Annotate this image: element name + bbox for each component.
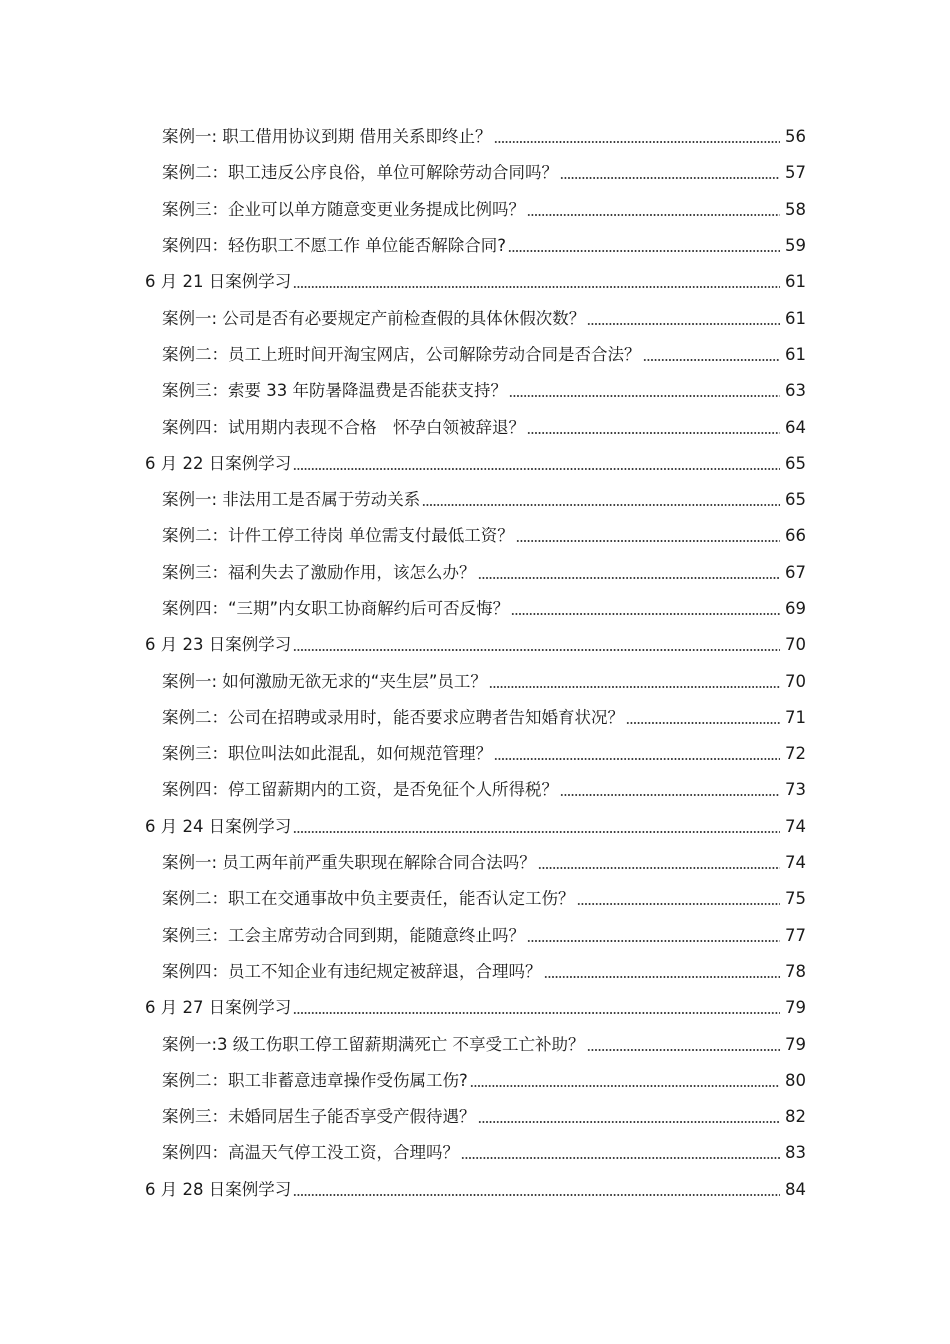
toc-dot-leader [508, 236, 780, 256]
toc-page-number: 78 [785, 961, 806, 981]
toc-case-entry[interactable] [0, 881, 950, 917]
toc-dot-leader [577, 889, 781, 909]
toc-page-number: 70 [785, 671, 806, 691]
toc-page-number: 67 [785, 562, 806, 582]
toc-dot-leader [293, 635, 780, 655]
toc-entry-title: 案例三：索要 33 年防暑降温费是否能获支持？ [162, 381, 507, 401]
toc-dot-leader [560, 780, 780, 800]
toc-entry-title: 6 月 27 日案例学习 [145, 998, 292, 1018]
toc-entry-title: 案例四：高温天气停工没工资，合理吗？ [162, 1143, 459, 1163]
toc-page-number: 61 [785, 272, 806, 292]
toc-dot-leader [422, 490, 780, 510]
toc-dot-leader [470, 1071, 780, 1091]
toc-case-entry[interactable] [0, 373, 950, 409]
toc-page-number: 57 [785, 163, 806, 183]
toc-entry-title: 案例二：公司在招聘或录用时，能否要求应聘者告知婚育状况？ [162, 707, 624, 727]
toc-page-number: 58 [785, 199, 806, 219]
toc-page-number: 59 [785, 236, 806, 256]
toc-page-number: 70 [785, 635, 806, 655]
toc-page-number: 72 [785, 744, 806, 764]
toc-case-entry[interactable] [0, 736, 950, 772]
toc-entry-title: 6 月 28 日案例学习 [145, 1179, 292, 1199]
toc-case-entry[interactable] [0, 119, 950, 155]
toc-dot-leader [511, 599, 780, 619]
toc-entry-title: 案例二：职工在交通事故中负主要责任，能否认定工伤？ [162, 889, 575, 909]
toc-dot-leader [489, 672, 780, 692]
toc-entry-title: 案例二：职工违反公序良俗，单位可解除劳动合同吗？ [162, 163, 558, 183]
toc-page-number: 79 [785, 998, 806, 1018]
toc-dot-leader [293, 817, 780, 837]
toc-dot-leader [293, 272, 780, 292]
toc-dot-leader [527, 200, 780, 220]
toc-case-entry[interactable] [0, 700, 950, 736]
toc-entry-title: 6 月 21 日案例学习 [145, 272, 292, 292]
toc-entry-title: 案例一: 非法用工是否属于劳动关系 [162, 490, 421, 510]
toc-case-entry[interactable] [0, 337, 950, 373]
toc-dot-leader [643, 345, 781, 365]
toc-dot-leader [478, 563, 781, 583]
toc-section-entry[interactable] [0, 627, 950, 663]
toc-page-number: 83 [785, 1143, 806, 1163]
toc-case-entry[interactable] [0, 1063, 950, 1099]
toc-dot-leader [293, 998, 780, 1018]
toc-case-entry[interactable] [0, 155, 950, 191]
toc-section-entry[interactable] [0, 1172, 950, 1208]
toc-dot-leader [626, 708, 780, 728]
toc-case-entry[interactable] [0, 1026, 950, 1062]
toc-entry-title: 案例三：企业可以单方随意变更业务提成比例吗？ [162, 199, 525, 219]
toc-case-entry[interactable] [0, 845, 950, 881]
toc-page-number: 56 [785, 127, 806, 147]
toc-entry-title: 案例一: 如何激励无欲无求的“夹生层”员工？ [162, 671, 487, 691]
toc-dot-leader [494, 127, 780, 147]
toc-case-entry[interactable] [0, 954, 950, 990]
toc-dot-leader [527, 926, 780, 946]
toc-page-number: 79 [785, 1034, 806, 1054]
toc-entry-title: 6 月 22 日案例学习 [145, 453, 292, 473]
toc-entry-title: 案例三：职位叫法如此混乱，如何规范管理？ [162, 744, 492, 764]
toc-dot-leader [461, 1143, 780, 1163]
toc-entry-title: 案例一:3 级工伤职工停工留薪期满死亡 不享受工亡补助？ [162, 1034, 585, 1054]
toc-case-entry[interactable] [0, 772, 950, 808]
toc-entry-title: 案例二：员工上班时间开淘宝网店，公司解除劳动合同是否合法？ [162, 344, 641, 364]
toc-page-number: 66 [785, 526, 806, 546]
toc-page-number: 69 [785, 599, 806, 618]
toc-page-number: 65 [785, 453, 806, 473]
toc-page-number: 75 [785, 889, 806, 909]
toc-case-entry[interactable] [0, 228, 950, 264]
toc-case-entry[interactable] [0, 663, 950, 699]
toc-case-entry[interactable] [0, 1135, 950, 1171]
toc-case-entry[interactable] [0, 482, 950, 518]
toc-page-number: 64 [785, 417, 806, 437]
toc-entry-title: 6 月 24 日案例学习 [145, 816, 292, 836]
toc-dot-leader [509, 381, 780, 401]
toc-page-number: 63 [785, 381, 806, 401]
toc-page-number: 61 [785, 344, 806, 364]
toc-entry-title: 案例四：轻伤职工不愿工作 单位能否解除合同? [162, 236, 507, 256]
toc-page-number: 77 [785, 925, 806, 945]
toc-dot-leader [587, 1035, 780, 1055]
toc-page-number: 74 [785, 816, 806, 836]
toc-dot-leader [293, 454, 780, 474]
toc-section-entry[interactable] [0, 809, 950, 845]
toc-page-number: 84 [785, 1179, 806, 1199]
toc-dot-leader [516, 526, 780, 546]
toc-dot-leader [538, 853, 780, 873]
toc-case-entry[interactable] [0, 918, 950, 954]
toc-page-number: 71 [785, 707, 806, 727]
toc-entry-title: 案例三：福利失去了激励作用，该怎么办？ [162, 562, 476, 582]
toc-entry-title: 案例四：员工不知企业有违纪规定被辞退，合理吗？ [162, 961, 542, 981]
toc-dot-leader [587, 309, 780, 329]
toc-case-entry[interactable] [0, 591, 950, 627]
toc-entry-title: 案例二：职工非蓄意违章操作受伤属工伤? [162, 1070, 468, 1090]
toc-dot-leader [527, 418, 780, 438]
toc-entry-title: 案例二：计件工停工待岗 单位需支付最低工资？ [162, 526, 514, 546]
toc-section-entry[interactable] [0, 446, 950, 482]
toc-entry-title: 案例四：试用期内表现不合格 怀孕白领被辞退？ [162, 417, 525, 437]
toc-page-number: 74 [785, 853, 806, 873]
toc-entry-title: 6 月 23 日案例学习 [145, 635, 292, 655]
toc-section-entry[interactable] [0, 990, 950, 1026]
toc-entry-title: 案例一: 公司是否有必要规定产前检查假的具体休假次数？ [162, 308, 586, 328]
toc-dot-leader [544, 962, 781, 982]
toc-case-entry[interactable] [0, 300, 950, 336]
toc-page-number: 65 [785, 490, 806, 510]
toc-case-entry[interactable] [0, 1099, 950, 1135]
toc-case-entry[interactable] [0, 192, 950, 228]
toc-dot-leader [494, 744, 780, 764]
toc-case-entry[interactable] [0, 555, 950, 591]
toc-entry-title: 案例一: 员工两年前严重失职现在解除合同合法吗？ [162, 853, 536, 873]
toc-entry-title: 案例四：停工留薪期内的工资，是否免征个人所得税？ [162, 780, 558, 800]
toc-page-number: 80 [785, 1070, 806, 1090]
toc-entry-title: 案例三：未婚同居生子能否享受产假待遇？ [162, 1107, 476, 1127]
toc-entry-title: 案例四：“三期”内女职工协商解约后可否反悔？ [162, 599, 510, 618]
toc-dot-leader [478, 1107, 781, 1127]
toc-dot-leader [293, 1180, 780, 1200]
toc-page-number: 82 [785, 1107, 806, 1127]
toc-page-number: 73 [785, 780, 806, 800]
toc-case-entry[interactable] [0, 518, 950, 554]
toc-page-number: 61 [785, 308, 806, 328]
toc-section-entry[interactable] [0, 264, 950, 300]
toc-dot-leader [560, 163, 780, 183]
table-of-contents [0, 119, 950, 1208]
toc-case-entry[interactable] [0, 409, 950, 445]
toc-entry-title: 案例一: 职工借用协议到期 借用关系即终止？ [162, 127, 492, 147]
toc-entry-title: 案例三：工会主席劳动合同到期，能随意终止吗？ [162, 925, 525, 945]
